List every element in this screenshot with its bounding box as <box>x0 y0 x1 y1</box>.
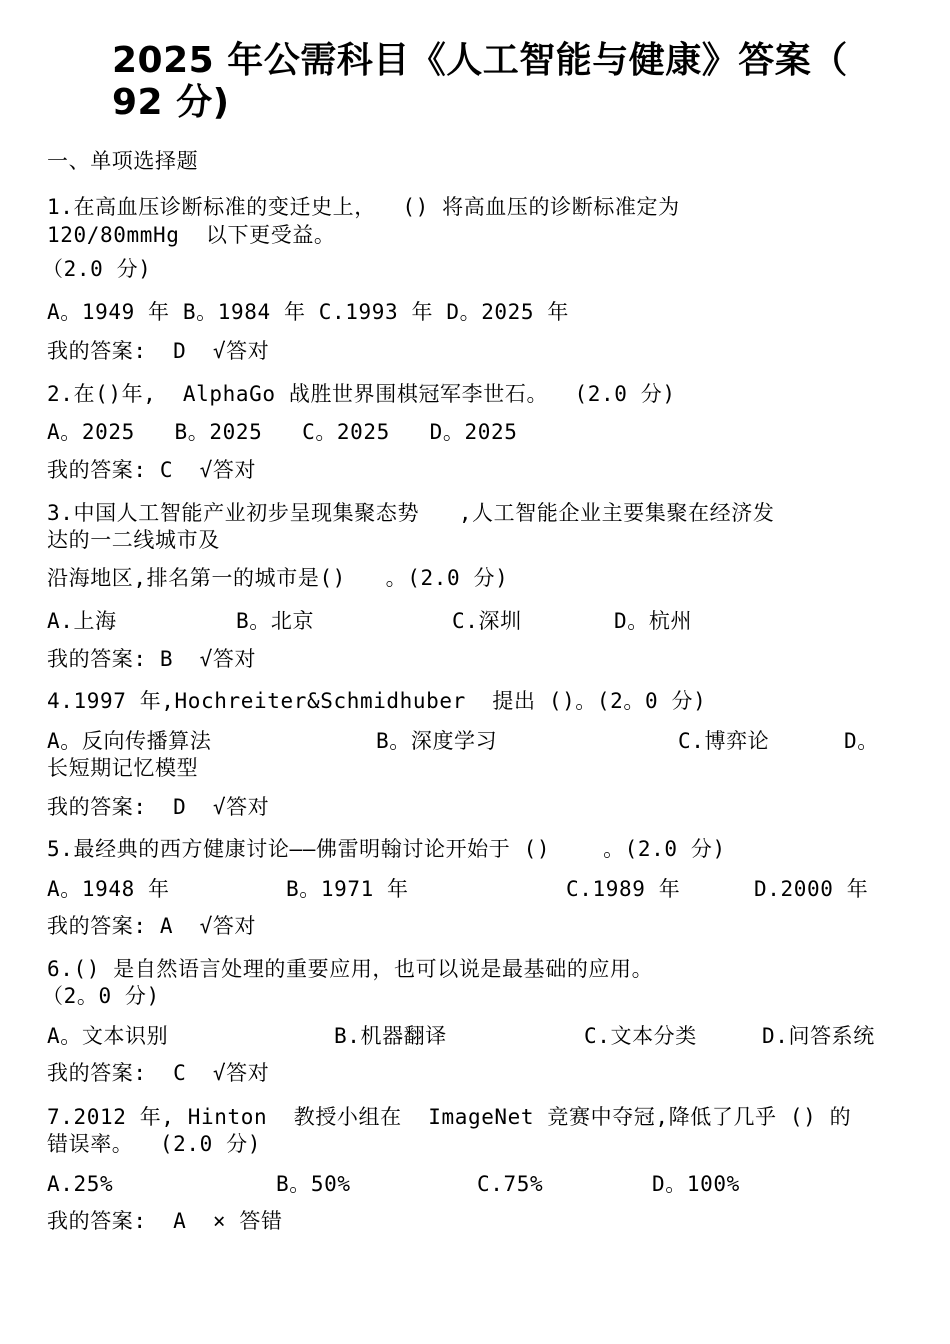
question-5-option-a: A。1948 年 <box>47 877 170 901</box>
question-3-option-b: B。北京 <box>236 609 315 633</box>
question-6-text: 6.() 是自然语言处理的重要应用，也可以说是最基础的应用。 <box>47 957 654 981</box>
question-6-option-a: A。文本识别 <box>47 1024 169 1048</box>
question-7-answer: 我的答案: A × 答错 <box>47 1209 283 1233</box>
question-4-option-d-text: 长短期记忆模型 <box>47 756 199 780</box>
question-1-answer: 我的答案: D √答对 <box>47 339 270 363</box>
question-7-text-cont: 错误率。 (2.0 分) <box>47 1132 261 1156</box>
question-4-option-c: C.博弈论 <box>678 729 770 753</box>
question-3-option-c: C.深圳 <box>452 609 522 633</box>
question-3-option-d: D。杭州 <box>614 609 693 633</box>
question-6-score: （2。0 分) <box>42 984 160 1008</box>
question-3-text-cont2: 沿海地区,排名第一的城市是() 。(2.0 分) <box>47 566 509 590</box>
question-5-text: 5.最经典的西方健康讨论——佛雷明翰讨论开始于 () 。(2.0 分) <box>47 837 726 861</box>
question-5-option-c: C.1989 年 <box>566 877 681 901</box>
question-4-answer: 我的答案: D √答对 <box>47 795 270 819</box>
question-5-option-b: B。1971 年 <box>286 877 409 901</box>
question-1-text: 1.在高血压诊断标准的变迁史上， () 将高血压的诊断标准定为 <box>47 195 680 219</box>
question-3-option-a: A.上海 <box>47 609 117 633</box>
question-7-option-a: A.25% <box>47 1172 114 1196</box>
question-4-option-b: B。深度学习 <box>376 729 498 753</box>
question-6-option-d: D.问答系统 <box>762 1024 875 1048</box>
question-3-text-cont: 达的一二线城市及 <box>47 528 220 552</box>
question-7-option-c: C.75% <box>477 1172 544 1196</box>
question-7-text: 7.2012 年, Hinton 教授小组在 ImageNet 竞赛中夺冠,降低了几乎 () 的 <box>47 1105 852 1129</box>
question-4-option-d: D。 <box>844 729 879 753</box>
question-2-text: 2.在()年, AlphaGo 战胜世界围棋冠军李世石。 (2.0 分) <box>47 382 676 406</box>
question-4-text: 4.1997 年,Hochreiter&Schmidhuber 提出 ()。(2。0 分) <box>47 689 707 713</box>
question-1-text-cont: 120/80mmHg 以下更受益。 <box>47 223 336 247</box>
question-5-answer: 我的答案: A √答对 <box>47 914 257 938</box>
question-1-score: （2.0 分) <box>42 257 152 281</box>
question-1-options: A。1949 年 B。1984 年 C.1993 年 D。2025 年 <box>47 300 570 324</box>
question-3-answer: 我的答案: B √答对 <box>47 647 257 671</box>
question-7-option-d: D。100% <box>652 1172 740 1196</box>
question-6-answer: 我的答案: C √答对 <box>47 1061 270 1085</box>
question-4-option-a: A。反向传播算法 <box>47 729 212 753</box>
question-2-options: A。2025 B。2025 C。2025 D。2025 <box>47 420 518 444</box>
section-heading: 一、单项选择题 <box>47 149 199 173</box>
page-title: 2025 年公需科目《人工智能与健康》答案（ 92 分) <box>112 40 848 123</box>
question-2-answer: 我的答案: C √答对 <box>47 458 257 482</box>
question-6-option-c: C.文本分类 <box>584 1024 697 1048</box>
question-6-option-b: B.机器翻译 <box>334 1024 447 1048</box>
question-7-option-b: B。50% <box>276 1172 351 1196</box>
question-5-option-d: D.2000 年 <box>754 877 869 901</box>
question-3-text: 3.中国人工智能产业初步呈现集聚态势 ,人工智能企业主要集聚在经济发 <box>47 501 775 525</box>
